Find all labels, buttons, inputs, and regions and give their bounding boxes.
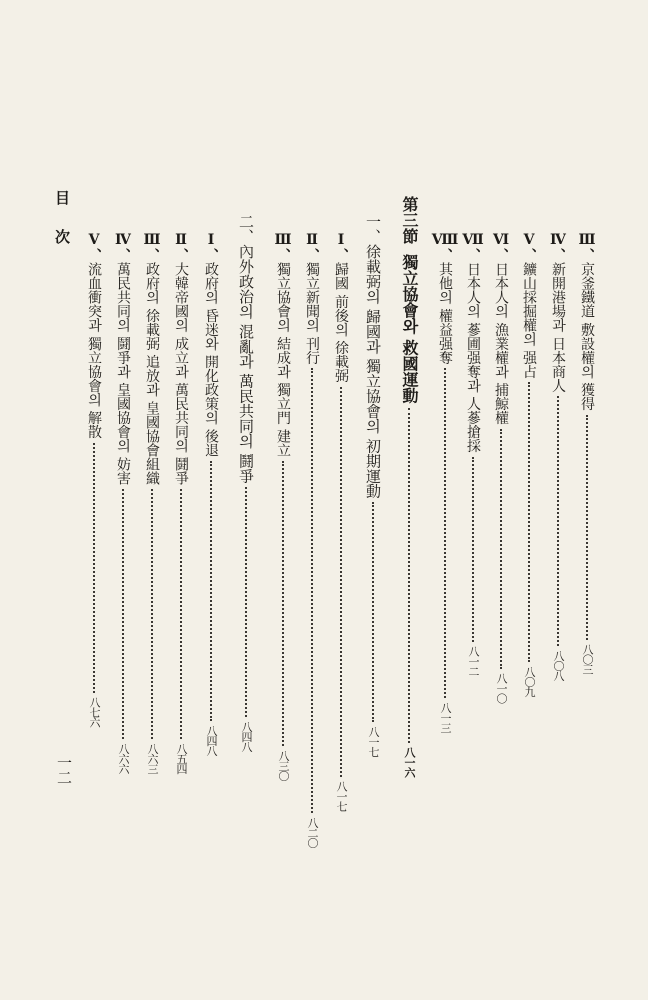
entry-title: 京釜鐵道 敷設權의 獲得 [579, 262, 595, 411]
entry-title: 其他의 權益强奪 [437, 262, 453, 365]
section-marker: 第三節 [400, 196, 419, 244]
entry-page: 八〇八 [552, 650, 565, 681]
entry-page: 八七六 [88, 696, 101, 727]
entry-title: 新開港場과 日本商人 [550, 262, 566, 393]
entry-marker: Ⅲ、 [144, 232, 160, 262]
entry-title: 歸國 前後의 徐載弼 [333, 262, 349, 383]
entry-page: 八五四 [175, 743, 188, 774]
entry-marker: Ⅲ、 [579, 232, 595, 262]
section-heading [401, 196, 417, 777]
entry-marker: Ⅳ、 [115, 232, 131, 262]
dot-leader [557, 396, 559, 646]
entry-page: 八一二 [467, 645, 480, 676]
dot-leader [245, 487, 247, 717]
entry-page: 八一七 [335, 780, 348, 811]
dot-leader [372, 502, 374, 722]
entry-page: 八三〇 [277, 750, 290, 781]
entry-page: 八〇三 [581, 643, 594, 674]
entry-page: 八一六 [403, 746, 416, 777]
entry-marker: Ⅴ、 [521, 232, 537, 262]
toc-entry [522, 232, 536, 696]
entry-page: 八四八 [240, 721, 253, 752]
dot-leader [282, 461, 284, 746]
dot-leader [500, 429, 502, 669]
toc-entry [276, 232, 290, 780]
entry-marker: Ⅴ、 [86, 232, 102, 262]
toc-entry [494, 232, 508, 703]
toc-entry [334, 232, 348, 811]
entry-page: 八一三 [439, 702, 452, 733]
entry-title: 政府의 徐載弼 追放과 皇國協會組織 [144, 262, 160, 486]
entry-page: 八一七 [367, 726, 380, 757]
entry-page: 八〇九 [523, 666, 536, 697]
entry-marker: 二、 [237, 214, 255, 244]
dot-leader [528, 382, 530, 662]
entry-marker: Ⅵ、 [493, 232, 509, 262]
dot-leader [340, 387, 342, 777]
toc-entry [204, 232, 218, 755]
dot-leader [408, 408, 410, 743]
entry-page: 八六六 [117, 743, 130, 774]
toc-entry [438, 232, 452, 732]
entry-marker: Ⅶ、 [465, 232, 481, 262]
entry-page: 八四八 [205, 725, 218, 756]
dot-leader [180, 489, 182, 739]
section-title: 獨立協會와 救國運動 [400, 254, 419, 404]
running-head: 目次 [53, 190, 71, 268]
dot-leader [122, 489, 124, 739]
entry-marker: Ⅷ、 [437, 232, 453, 262]
subsection-entry [365, 214, 380, 756]
entry-title: 萬民共同의 鬪爭과 皇國協會의 妨害 [115, 262, 131, 486]
entry-title: 獨立新聞의 刊行 [304, 262, 320, 365]
entry-marker: Ⅱ、 [173, 232, 189, 262]
entry-title: 政府의 昏迷와 開化政策의 後退 [203, 262, 219, 458]
dot-leader [586, 415, 588, 640]
dot-leader [210, 461, 212, 721]
entry-page: 八一〇 [495, 672, 508, 703]
entry-marker: 一、 [364, 214, 382, 244]
entry-title: 獨立協會의 結成과 獨立門 建立 [275, 262, 291, 458]
toc-entry [305, 232, 319, 847]
toc-entry [87, 232, 101, 727]
entry-title: 流血衝突과 獨立協會의 解散 [86, 262, 102, 439]
entry-page: 八六三 [146, 743, 159, 774]
entry-title: 徐載弼의 歸國과 獨立協會의 初期運動 [364, 244, 382, 499]
entry-marker: Ⅰ、 [333, 232, 349, 262]
entry-title: 內外政治의 混亂과 萬民共同의 鬪爭 [237, 244, 255, 484]
toc-entry [174, 232, 188, 773]
subsection-entry [238, 214, 253, 751]
entry-marker: Ⅲ、 [275, 232, 291, 262]
toc-entry [551, 232, 565, 680]
entry-page: 八二〇 [306, 817, 319, 848]
toc-entry [580, 232, 594, 674]
entry-marker: Ⅳ、 [550, 232, 566, 262]
toc-entry [116, 232, 130, 773]
entry-marker: Ⅱ、 [304, 232, 320, 262]
entry-title: 大韓帝國의 成立과 萬民共同의 鬪爭 [173, 262, 189, 486]
entry-title: 鑛山採掘權의 强占 [521, 262, 537, 379]
entry-marker: Ⅰ、 [203, 232, 219, 262]
dot-leader [444, 368, 446, 698]
entry-title: 日本人의 蔘圃强奪과 人蔘搶採 [465, 262, 481, 453]
toc-entry [466, 232, 480, 676]
dot-leader [151, 489, 153, 739]
dot-leader [472, 457, 474, 642]
dot-leader [311, 368, 313, 813]
dot-leader [93, 443, 95, 693]
toc-entry [145, 232, 159, 773]
page-number: 一二 [55, 755, 73, 785]
entry-title: 日本人의 漁業權과 捕鯨權 [493, 262, 509, 425]
